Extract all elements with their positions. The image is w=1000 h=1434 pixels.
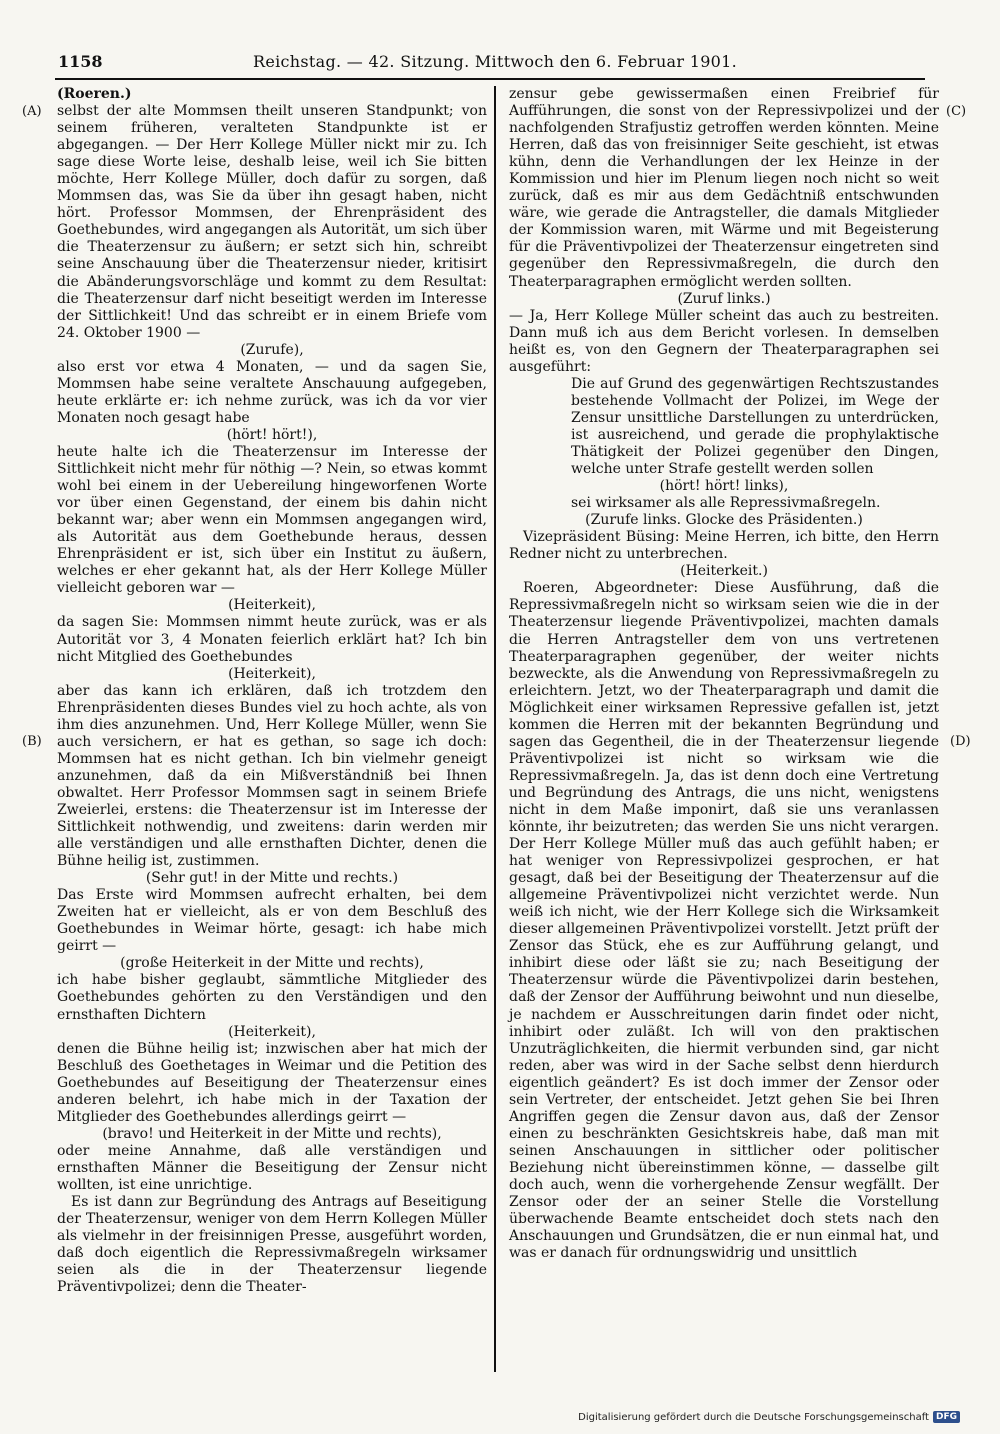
quotation: Die auf Grund des gegenwärtigen Rechtszustandes bestehende Vollmacht der Polizei, im Wege der Zensur unsittliche Darstellungen zu unterdrücken, ist ausreichend, und gerade die prophylaktische Thätigkeit der Polizei gegenüber den Dingen, welche unter Strafe gestellt werden sollen: [571, 375, 939, 478]
running-title: Reichstag. — 42. Sitzung. Mittwoch den 6. Februar 1901.: [253, 52, 738, 71]
page-number: 1158: [58, 52, 103, 71]
paragraph: heute halte ich die Theaterzensur im Interesse der Sittlichkeit nicht mehr für nöthig —? Nein, so etwas kommt wohl bei einem in der Uebereilung hingeworfenen Worte vor über einen Gegenstand, der einem bis dahin nicht bekannt war; aber wenn ein Mommsen angegangen wird, als Autorität aus dem Goethebunde heraus, dessen Ehrenpräsident er ist, sich über ein Institut zu äußern, welches er eher gekannt hat, als der Herr Kollege Müller vielleicht geboren war —: [57, 443, 487, 597]
dfg-logo: DFG: [933, 1411, 960, 1423]
interjection: (Heiterkeit),: [228, 597, 316, 614]
paragraph: oder meine Annahme, daß alle verständigen und ernsthaften Männer die Beseitigung der Zensur nicht wollten, ist eine unrichtige.: [57, 1142, 487, 1193]
interjection: (Zurufe),: [240, 341, 304, 358]
interjection: (große Heiterkeit in der Mitte und rechts),: [120, 955, 424, 972]
paragraph: selbst der alte Mommsen theilt unseren Standpunkt; von seinem früheren, veralteten Standpunkte ist er abgegangen. — Der Herr Kollege Müller nickt mir zu. Ich sage diese Worte leise, deshalb leise, weil ich Sie bitten möchte, Herr Kollege Müller, doch dafür zu sorgen, daß Mommsen das, was Sie da über ihn gesagt haben, nicht hört. Professor Mommsen, der Ehrenpräsident des Goethebundes, wird angegangen als Autorität, um sich über die Theaterzensur zu äußern; er setzt sich hin, schreibt seine Anschauung über die Theaterzensur nieder, kritisirt die Abänderungsvorschläge und kommt zu dem Resultat: die Theaterzensur darf nicht beseitigt werden im Interesse der Sittlichkeit! Und das schreibt er in einem Briefe vom 24. Oktober 1900 —: [57, 103, 487, 341]
paragraph: Das Erste wird Mommsen aufrecht erhalten, bei dem Zweiten hat er vielleicht, als er von dem Beschluß des Goethebundes in Weimar hörte, gesagt: ich habe mich geirrt —: [57, 887, 487, 955]
paragraph: aber das kann ich erklären, daß ich trotzdem den Ehrenpräsidenten dieses Bundes viel zu hoch achte, als von ihm dies anzunehmen. Und, Herr Kollege Müller, wenn Sie auch versichern, er hat es gethan, so sage ich doch: Mommsen hat es nicht gethan. Ich bin vielmehr geneigt anzunehmen, daß da ein Mißverständniß bei Ihnen obwaltet. Herr Professor Mommsen sagt in seinem Briefe Zweierlei, erstens: die Theaterzensur ist im Interesse der Sittlichkeit nothwendig, und zweitens: darin werden mir alle verständigen und alle ernsthaften Dichter, denen die Bühne heilig ist, zustimmen.: [57, 682, 487, 870]
speaker-name: (Roeren.): [57, 86, 132, 102]
interjection: (hört! hört! links),: [659, 478, 789, 495]
interjection: (Heiterkeit.): [680, 563, 768, 580]
margin-marker-c: (C): [946, 104, 967, 119]
paragraph: zensur gebe gewissermaßen einen Freibrief für Aufführungen, die sonst von der Repressivpolizei und der nachfolgenden Strafjustiz getroffen werden könnten. Meine Herren, daß das von freisinniger Seite geschieht, ist etwas kühn, denn die Verhandlungen der lex Heinze in der Kommission und hier im Plenum liegen noch nicht so weit zurück, daß es mir aus dem Gedächtniß entschwunden wäre, wie gerade die Antragsteller, die damals Mitglieder der Kommission waren, mit Wärme und mit Begeisterung für die Präventivpolizei der Theaterzensur eingetreten sind gegenüber den Repressivmaßregeln, die durch den Theaterparagraphen ermöglicht werden sollten.: [509, 86, 939, 290]
paragraph: da sagen Sie: Mommsen nimmt heute zurück, was er als Autorität vor 3, 4 Monaten feierlich erklärt hat? Ich bin nicht Mitglied des Goethebundes: [57, 614, 487, 665]
paragraph: also erst vor etwa 4 Monaten, — und da sagen Sie, Mommsen habe seine veraltete Anschauung aufgegeben, heute erklärte er: ich nehme zurück, was ich da vor vier Monaten noch gesagt habe: [57, 358, 487, 426]
interjection: (bravo! und Heiterkeit in der Mitte und rechts),: [102, 1125, 442, 1142]
header-rule: [55, 78, 925, 80]
paragraph: ich habe bisher geglaubt, sämmtliche Mitglieder des Goethebundes gehörten zu den Verständigen und den ernsthaften Dichtern: [57, 972, 487, 1023]
interjection: (Sehr gut! in der Mitte und rechts.): [145, 870, 399, 887]
paragraph: Vizepräsident Büsing: Meine Herren, ich bitte, den Herrn Redner nicht zu unterbrechen.: [509, 529, 939, 563]
footer: [578, 1411, 960, 1423]
interjection: (Zurufe links. Glocke des Präsidenten.): [585, 512, 863, 529]
page-header: [58, 52, 922, 76]
paragraph: Es ist dann zur Begründung des Antrags auf Beseitigung der Theaterzensur, weniger von dem Herrn Kollegen Müller als vielmehr in der freisinnigen Presse, ausgeführt worden, daß doch eigentlich die Repressivmaßregeln wirksamer seien als die in der Theaterzensur liegende Präventivpolizei; denn die Theater-: [57, 1194, 487, 1296]
footer-credit: Digitalisierung gefördert durch die Deutsche Forschungsgemeinschaft: [578, 1411, 929, 1423]
left-column: [57, 86, 487, 1296]
paragraph: — Ja, Herr Kollege Müller scheint das auch zu bestreiten. Dann muß ich aus dem Bericht vorlesen. In demselben heißt es, von den Gegnern der Theaterparagraphen sei ausgeführt:: [509, 307, 939, 375]
paragraph: denen die Bühne heilig ist; inzwischen aber hat mich der Beschluß des Goethetages in Weimar und die Petition des Goethebundes auf Beseitigung der Theaterzensur eines anderen belehrt, ich habe mich in der Taxation der Mitglieder des Goethebundes allerdings geirrt —: [57, 1040, 487, 1125]
column-divider: [494, 86, 496, 1372]
paragraph: Roeren, Abgeordneter: Diese Ausführung, daß die Repressivmaßregeln nicht so wirksam seien wie die in der Theaterzensur liegende Präventivpolizei, machten damals die Herren Antragsteller dem von uns vertretenen Theaterparagraphen gegenüber, der weiter nichts bezweckte, als die Anwendung von Repressivmaßregeln zu erleichtern. Jetzt, wo der Theaterparagraph und damit die Möglichkeit einer wirksamen Repressive gefallen ist, jetzt kommen die Herren mit der bekannten Begründung und sagen das Gegentheil, die in der Theaterzensur liegende Präventivpolizei ist nicht so wirksam wie die Repressivmaßregeln. Ja, das ist denn doch eine Vertretung und Begründung des Antrags, die uns nicht, wenigstens nicht in dem Maße imponirt, daß sie uns veranlassen könnte, ihr beizutreten; das werden Sie uns nicht verargen. Der Herr Kollege Müller muß das auch gefühlt haben; er hat weniger von Repressivpolizei gesprochen, er hat gesagt, daß bei der Beseitigung der Theaterzensur auf die allgemeine Präventivpolizei nicht verzichtet werde. Nun weiß ich nicht, wie der Herr Kollege sich die Wirksamkeit dieser allgemeinen Präventivpolizei vorstellt. Jetzt prüft der Zensor das Stück, ehe es zur Aufführung gelangt, und inhibirt diese oder läßt sie zu; nach Beseitigung der Theaterzensur würde die Päventivpolizei darin bestehen, daß der Zensor der Aufführung beiwohnt und nun dieselbe, je nachdem er Ausschreitungen darin findet oder nicht, inhibirt oder zuläßt. Ich will von den praktischen Unzuträglichkeiten, die hiermit verbunden sind, gar nicht reden, aber was wird in der Sache selbst denn hierdurch eigentlich geändert? Es ist doch immer der Zensor oder sein Vertreter, der entscheidet. Jetzt gehen Sie bei Ihren Angriffen gegen die Zensur davon aus, daß der Zensor einen zu beschränkten Gesichtskreis habe, daß man mit seinen Anschauungen in sittlicher oder politischer Beziehung nicht übereinstimmen könne, — dasselbe gilt doch auch, wenn die vorhergehende Zensur wegfällt. Der Zensor oder der an seiner Stelle die Vorstellung überwachende Beamte entscheidet doch stets nach den Anschauungen und Grundsätzen, die er nun einmal hat, und was er danach für ordnungswidrig und unsittlich: [509, 580, 939, 1262]
margin-marker-d: (D): [950, 734, 971, 749]
interjection: (Zuruf links.): [677, 290, 771, 307]
interjection: (Heiterkeit),: [228, 1023, 316, 1040]
quotation: sei wirksamer als alle Repressivmaßregeln.: [571, 495, 881, 512]
interjection: (Heiterkeit),: [228, 665, 316, 682]
interjection: (hört! hört!),: [226, 426, 318, 443]
right-column: [509, 86, 939, 1262]
margin-marker-b: (B): [22, 734, 42, 749]
margin-marker-a: (A): [22, 104, 42, 119]
